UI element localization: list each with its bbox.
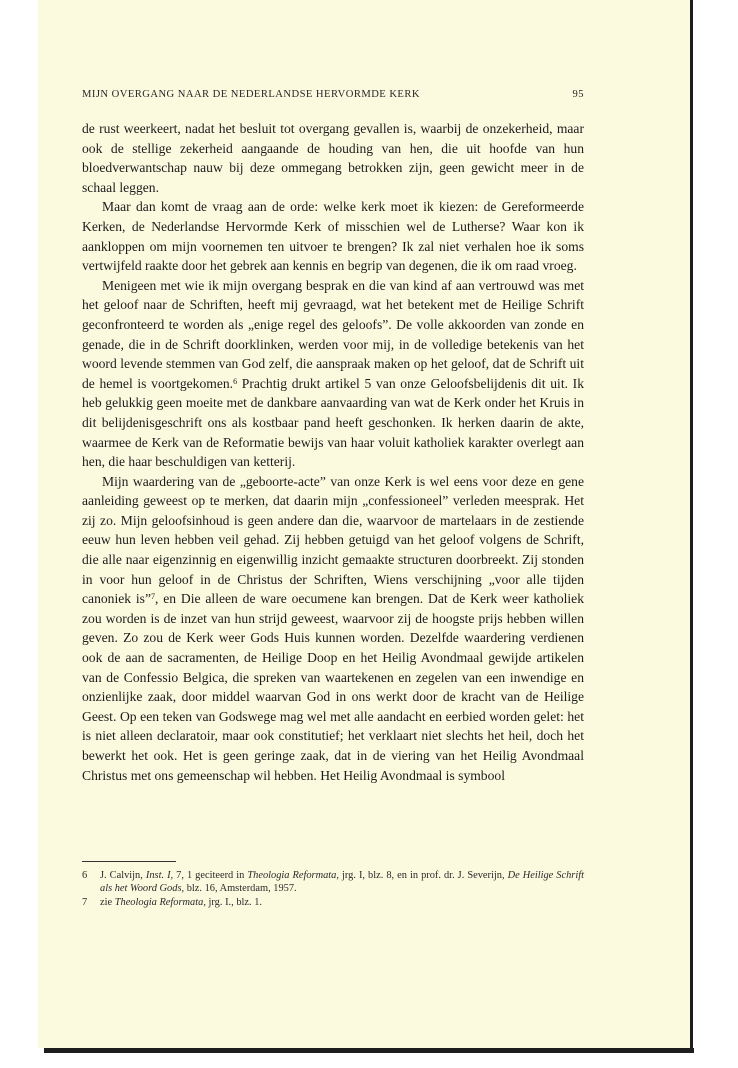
footnote-title-italic: Theologia Reformata, [114,897,206,908]
paragraph-4-text-b: , en Die alleen de ware oecumene kan brengen. Dat de Kerk weer katholiek zou worden is de inzet van hun strijd geweest, waarvoor zij de hoogste prijs hebben willen geven. Zo zou de Kerk weer Gods Huis kunnen worden. Dezelfde waardering verdienen ook de aan de sacramenten, de Heilige Doop en het Heilig Avondmaal gewijde artikelen van de Confessio Belgica, die spreken van waartekenen en zegelen van een inwendige en onzienlijke zaak, door middel waarvan God in ons werkt door de kracht van de Heilige Geest. Op een teken van Godswege mag wel met alle aandacht en eerbied worden gelet: het is niet alleen declaratoir, maar ook constitutief; het verklaart niet slechts het heil, doch het bewerkt het ook. Het is geen geringe zaak, dat in de viering van het Heilig Avondmaal Christus met ons gemeenschap wil hebben. Het Heilig Avondmaal is symbool [82,591,584,783]
footnote-title-italic: Inst. I, [145,870,174,881]
footnote-number: 7 [82,897,88,908]
footnote-ref-6[interactable]: 6 [233,376,238,386]
footnote-segment: blz. 16, Amsterdam, 1957. [184,883,297,894]
footnote-segment: jrg. I., blz. 1. [205,897,263,908]
footnote-text [100,896,584,909]
paragraph-3-text-b: Prachtig drukt artikel 5 van onze Geloofsbelijdenis dit uit. Ik heb gelukkig geen moeite met de dankbare aanvaarding van wat de Kerk onder het Kruis in dit belijdenisgeschrift ons als kostbaar pand heeft geschonken. Ik herken daarin de akte, waarmee de Kerk van de Reformatie bewijs van haar voluit katholiek karakter overlegt aan hen, die haar beschuldigen van ketterij. [82,375,584,470]
paragraph-3 [82,276,584,472]
footnote-ref-7[interactable]: 7 [151,592,156,602]
page-number: 95 [572,89,584,100]
footnote-divider [82,861,176,862]
footnote-text [100,869,584,895]
running-header [82,89,584,100]
page-bottom-edge [44,1048,694,1053]
footnote-title-italic: Theologia Reformata, [247,870,339,881]
paragraph-1: de rust weerkeert, nadat het besluit tot overgang gevallen is, waarbij de onzekerheid, maar ook de stellige zekerheid aangaande de houding van hen, die uit hoofde van hun bloedverwantschap nauw bij deze ommegang betrokken zijn, geen gewicht meer in de schaal leggen. [82,121,584,195]
footnote-6 [82,869,584,895]
footnote-segment: zie [100,897,115,908]
body-text [82,119,584,785]
footnote-number: 6 [82,870,88,881]
running-title: MIJN OVERGANG NAAR DE NEDERLANDSE HERVORMDE KERK [82,89,420,100]
page-right-edge [690,0,693,1052]
paragraph-2: Maar dan komt de vraag aan de orde: welke kerk moet ik kiezen: de Gereformeerde Kerken, de Nederlandse Hervormde Kerk of misschien wel de Lutherse? Waar kon ik aankloppen om mijn voornemen ten uitvoer te brengen? Ik zal niet verhalen hoe ik soms vertwijfeld raakte door het gebrek aan kennis en begrip van degenen, die ik om raad vroeg. [82,199,584,274]
paragraph-4 [82,472,584,786]
paragraph-4-text-a: Mijn waardering van de „geboorte-acte” van onze Kerk is wel eens voor deze en gene aanleiding geweest op te merken, dat daarin mijn „confessioneel” verleden meesprak. Het zij zo. Mijn geloofsinhoud is geen andere dan die, waarvoor de martelaars in de zestiende eeuw hun leven hebben veil gehad. Zij hebben getuigd van het geloof volgens de Schrift, die alle naar eigenzinnig en eigenwillig inzicht gemaakte structuren doorbreekt. Zij stonden in voor hun geloof in de Christus der Schriften, Wiens verschijning „voor alle tijden canoniek is” [82,473,584,607]
footnote-segment: jrg. I, blz. 8, en in prof. dr. J. Severijn, [338,870,508,881]
paragraph-3-text-a: Menigeen met wie ik mijn overgang besprak en die van kind af aan vertrouwd was met het geloof naar de Schriften, heeft mij gevraagd, wat het betekent met de Heilige Schrift geconfronteerd te worden als „enige regel des geloofs”. De volle akkoorden van zonde en genade, die in de Schrift doorklinken, werden voor mij, in de volledige betekenis van het woord levende stemmen van God zelf, die aanspraak maken op het geloof, dat de Schrift uit de hemel is voortgekomen. [82,277,584,391]
footnote-title-italic: De Heilige Schrift als het Woord Gods, [100,870,585,894]
footnote-7 [82,896,584,909]
footnote-segment: 7, 1 geciteerd in [173,870,248,881]
footnotes [82,869,584,910]
footnote-segment: J. Calvijn, [100,870,146,881]
